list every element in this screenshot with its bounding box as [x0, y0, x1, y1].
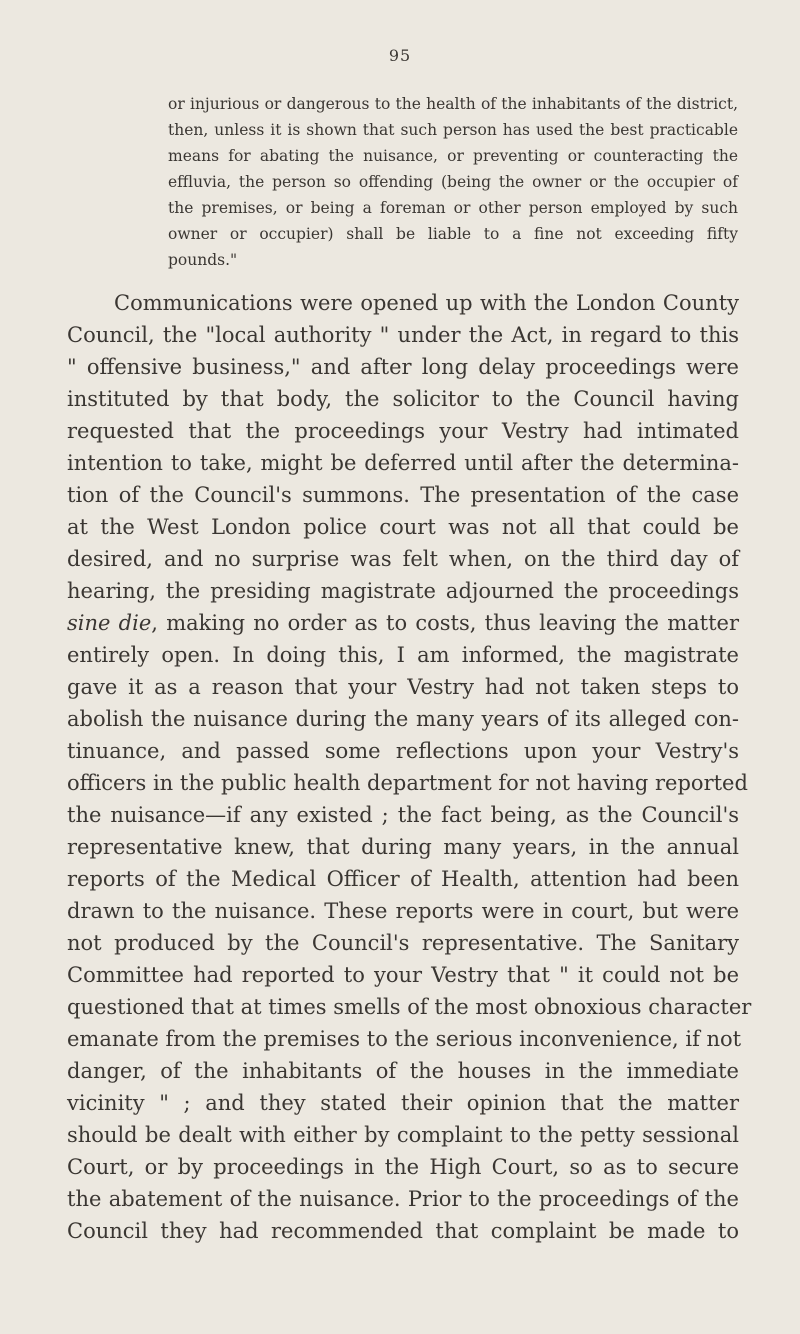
quote-line: then, unless it is shown that such person has used the best practicable — [168, 121, 738, 139]
body-line: Communications were opened up with the London County — [114, 291, 739, 315]
body-line: questioned that at times smells of the most obnoxious character — [67, 995, 752, 1019]
body-line: not produced by the Council's representative. The Sanitary — [67, 931, 739, 955]
body-line: drawn to the nuisance. These reports were in court, but were — [67, 899, 739, 923]
body-line: should be dealt with either by complaint to the petty sessional — [67, 1123, 739, 1147]
quote-line: owner or occupier) shall be liable to a fine not exceeding fifty — [168, 225, 738, 243]
body-line: officers in the public health department for not having reported — [67, 771, 748, 795]
body-line: Council they had recommended that complaint be made to — [67, 1219, 739, 1243]
body-line: requested that the proceedings your Vestry had intimated — [67, 419, 739, 443]
body-line: Council, the "local authority " under the Act, in regard to this — [67, 323, 739, 347]
body-line: " offensive business," and after long delay proceedings were — [67, 355, 739, 379]
body-line: vicinity " ; and they stated their opinion that the matter — [67, 1091, 739, 1115]
quoted-statute-block — [168, 91, 738, 273]
body-line: tion of the Council's summons. The presentation of the case — [67, 483, 739, 507]
body-line: instituted by that body, the solicitor to the Council having — [67, 387, 739, 411]
body-line: Court, or by proceedings in the High Court, so as to secure — [67, 1155, 739, 1179]
body-line: reports of the Medical Officer of Health, attention had been — [67, 867, 739, 891]
body-line-rest: , making no order as to costs, thus leaving the matter — [151, 611, 739, 635]
quote-line: means for abating the nuisance, or preventing or counteracting the — [168, 147, 738, 165]
body-line: hearing, the presiding magistrate adjourned the proceedings — [67, 579, 739, 603]
body-line: tinuance, and passed some reflections upon your Vestry's — [67, 739, 739, 763]
body-line: gave it as a reason that your Vestry had not taken steps to — [67, 675, 739, 699]
body-line — [67, 607, 739, 639]
quote-line: effluvia, the person so offending (being the owner or the occupier of — [168, 173, 738, 191]
body-line: intention to take, might be deferred until after the determina- — [67, 451, 739, 475]
italic-phrase: sine die — [67, 611, 152, 635]
body-line: desired, and no surprise was felt when, on the third day of — [67, 547, 739, 571]
quote-line: pounds." — [168, 251, 238, 269]
body-line: entirely open. In doing this, I am informed, the magistrate — [67, 643, 739, 667]
quote-line: the premises, or being a foreman or other person employed by such — [168, 199, 738, 217]
body-line: representative knew, that during many years, in the annual — [67, 835, 739, 859]
body-line: emanate from the premises to the serious inconvenience, if not — [67, 1027, 742, 1051]
body-paragraph — [67, 287, 752, 1247]
page-number: 95 — [388, 46, 412, 65]
quote-line: or injurious or dangerous to the health of the inhabitants of the district, — [168, 95, 738, 113]
body-line: the nuisance—if any existed ; the fact being, as the Council's — [67, 803, 739, 827]
body-line: the abatement of the nuisance. Prior to the proceedings of the — [67, 1187, 739, 1211]
body-line: danger, of the inhabitants of the houses in the immediate — [67, 1059, 739, 1083]
body-line: Committee had reported to your Vestry that " it could not be — [67, 963, 739, 987]
body-line: at the West London police court was not all that could be — [67, 515, 739, 539]
body-line: abolish the nuisance during the many years of its alleged con- — [67, 707, 739, 731]
